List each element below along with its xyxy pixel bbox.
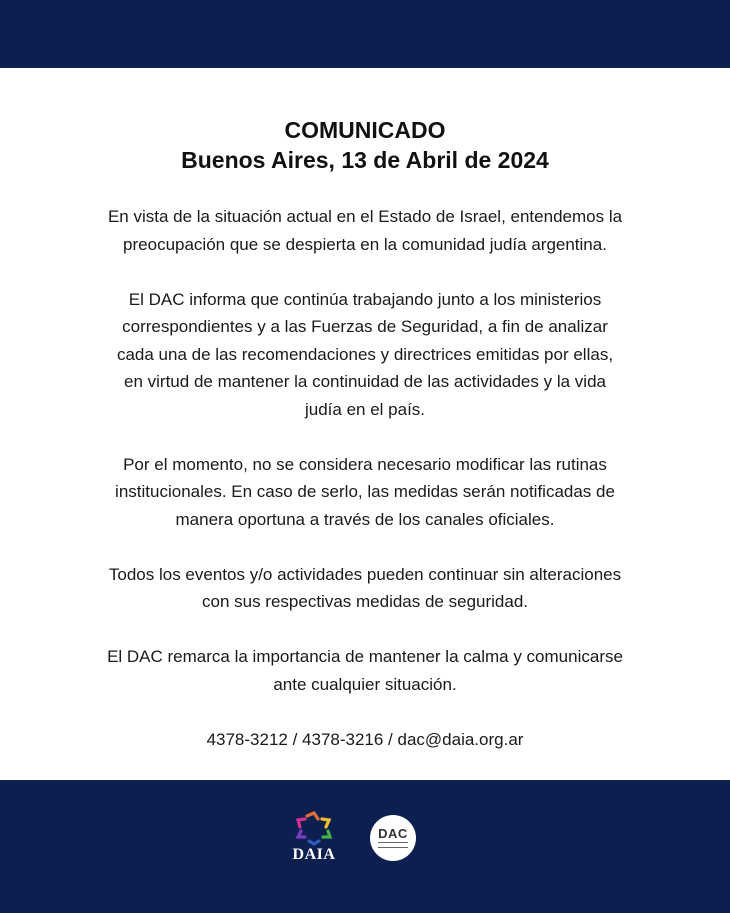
paragraph — [0, 203, 730, 258]
paragraph — [0, 561, 730, 616]
daia-logo — [285, 810, 343, 866]
dac-logo — [370, 815, 416, 861]
star-of-david-icon — [285, 810, 343, 846]
dac-logo-subtitle-lines — [378, 842, 408, 848]
paragraph-line: preocupación que se despierta en la comunidad judía argentina. — [123, 234, 607, 254]
dac-logo-text: DAC — [378, 826, 408, 841]
paragraph-line: con sus respectivas medidas de seguridad. — [201, 592, 528, 611]
paragraph — [0, 286, 730, 424]
top-banner — [0, 0, 730, 68]
footer-banner — [0, 780, 730, 913]
paragraph-line: El DAC remarca la importancia de mantener la calma y comunicarse — [107, 647, 623, 666]
page-subtitle: Buenos Aires, 13 de Abril de 2024 — [181, 147, 549, 173]
paragraph-line: judía en el país. — [304, 399, 426, 419]
paragraph-line: ante cualquier situación. — [273, 674, 457, 694]
paragraph-line: cada una de las recomendaciones y directrices emitidas por ellas, — [116, 344, 614, 364]
paragraph — [0, 451, 730, 534]
paragraph-line: correspondientes y a las Fuerzas de Seguridad, a fin de analizar — [122, 317, 608, 336]
header — [0, 115, 730, 175]
contact-info: 4378-3212 / 4378-3216 / dac@daia.org.ar — [206, 729, 524, 749]
paragraph-line: institucionales. En caso de serlo, las medidas serán notificadas de — [115, 482, 615, 501]
statement-body — [0, 203, 730, 753]
paragraph-line: Todos los eventos y/o actividades pueden continuar sin alteraciones — [108, 564, 622, 584]
paragraph-line: manera oportuna a través de los canales oficiales. — [175, 509, 555, 529]
page-title: COMUNICADO — [284, 117, 446, 143]
daia-logo-text: DAIA — [292, 846, 336, 863]
paragraph-line: Por el momento, no se considera necesario modificar las rutinas — [123, 454, 607, 474]
paragraph-line: en virtud de mantener la continuidad de las actividades y la vida — [124, 372, 606, 391]
paragraph-line: El DAC informa que continúa trabajando junto a los ministerios — [128, 289, 602, 309]
paragraph — [0, 643, 730, 698]
paragraph-line: En vista de la situación actual en el Estado de Israel, entendemos la — [107, 207, 623, 226]
